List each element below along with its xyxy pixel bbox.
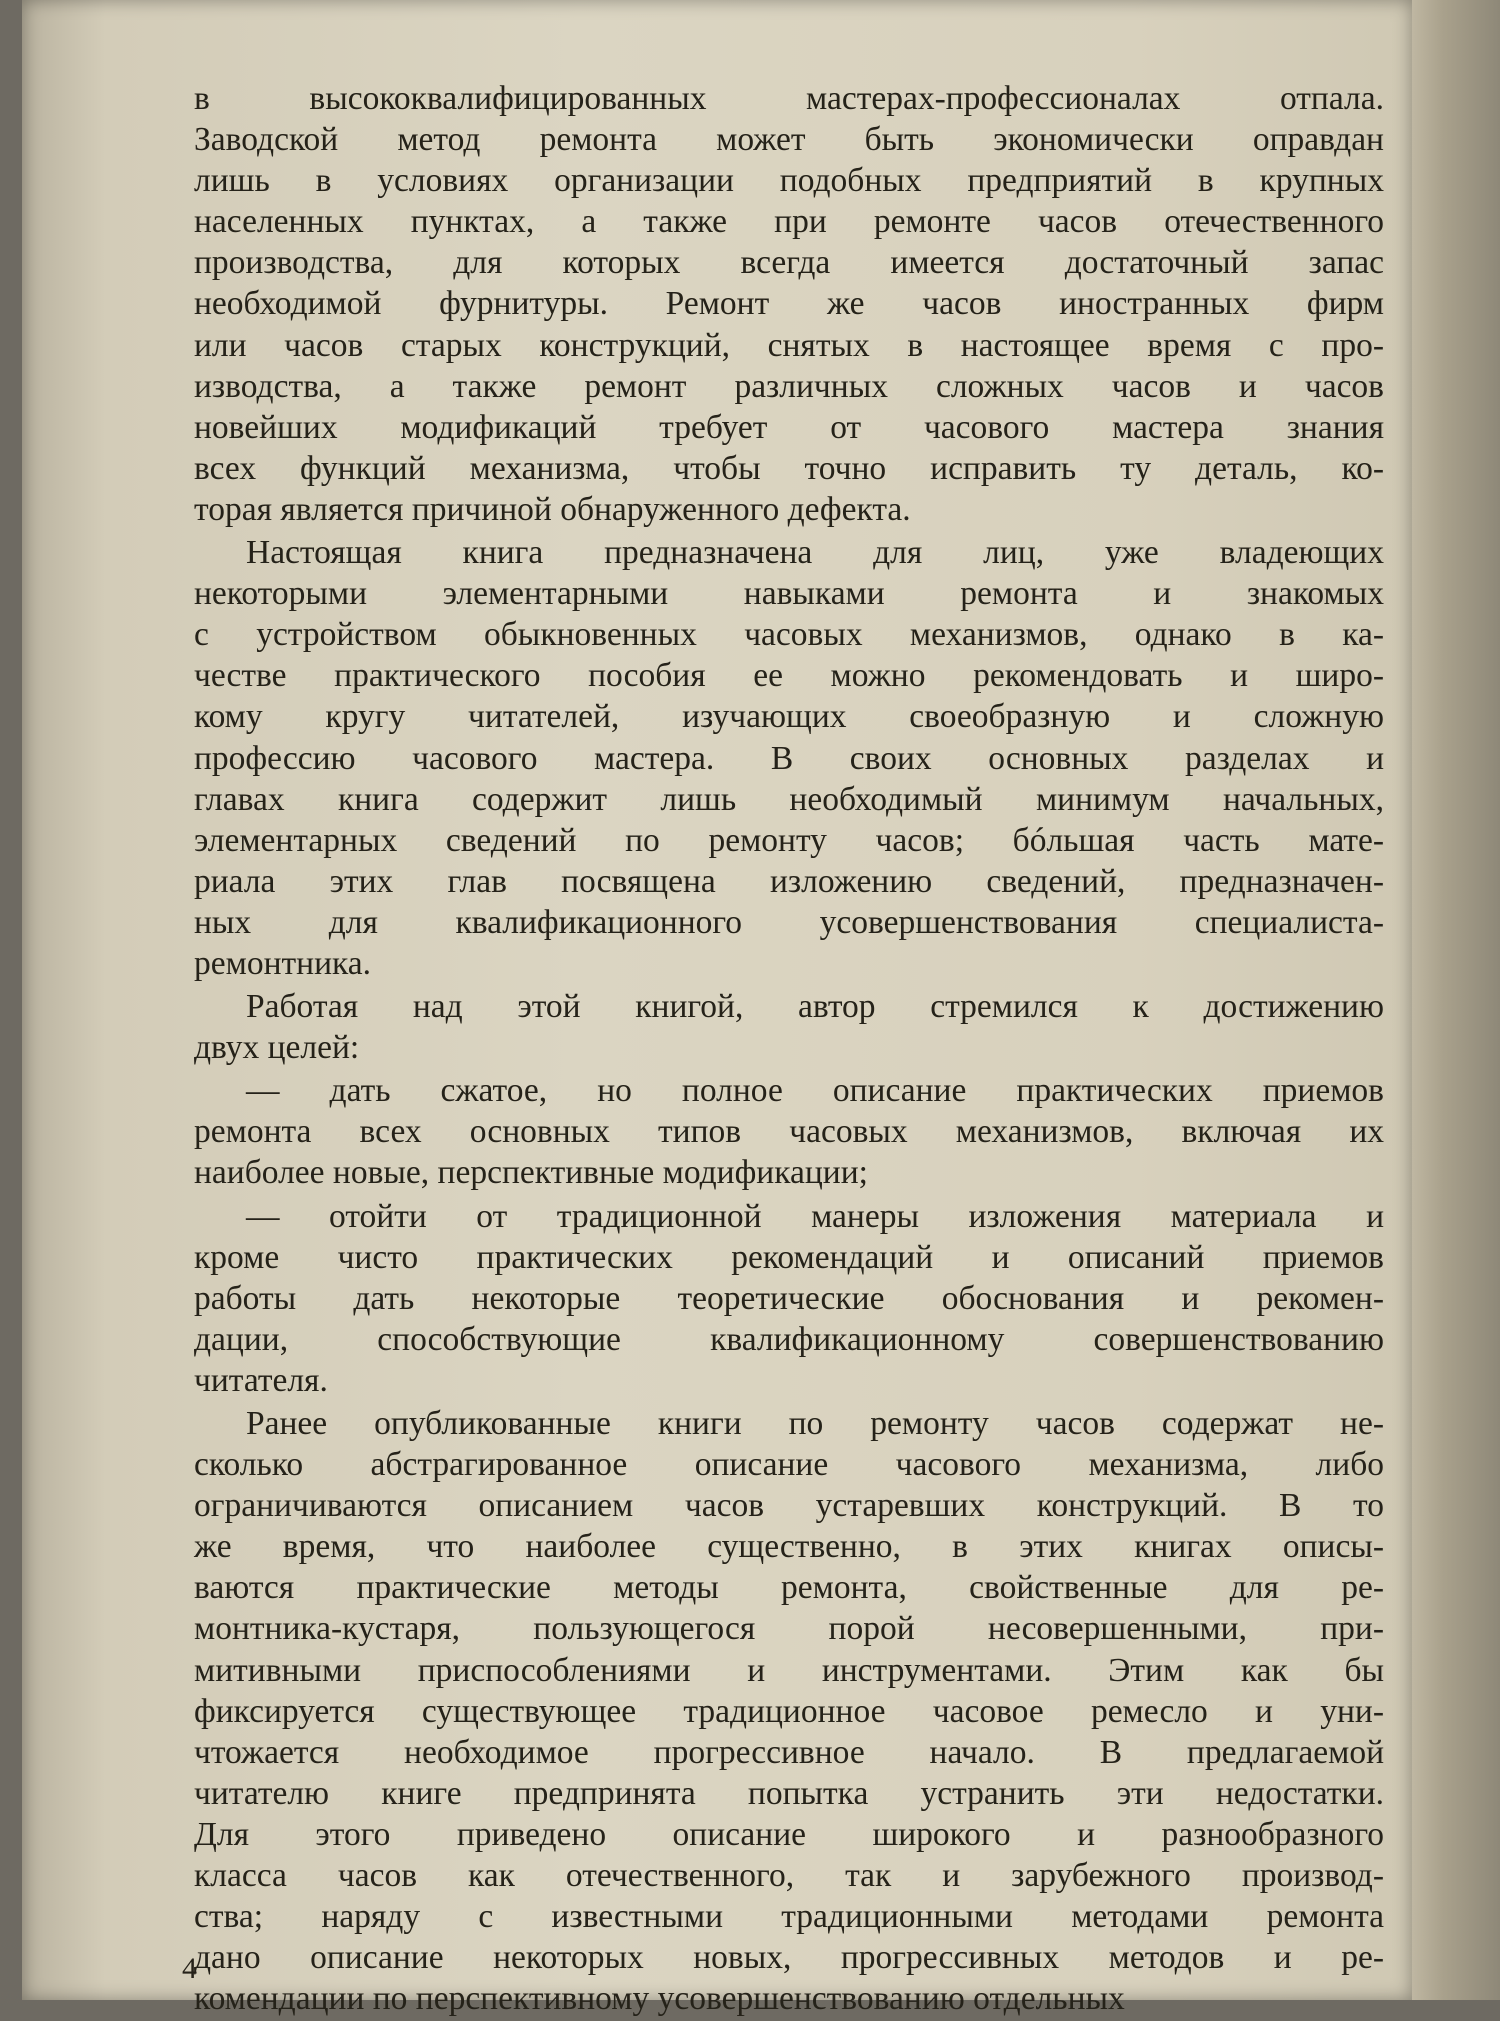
book-page — [22, 0, 1412, 2018]
text-line: фиксируется существующее традиционное часовое ремесло и уни- — [194, 1692, 1384, 1730]
text-line: ремонтника. — [194, 944, 372, 982]
text-line: класса часов как отечественного, так и зарубежного производ- — [194, 1857, 1384, 1895]
text-line: изводства, а также ремонт различных сложных часов и часов — [194, 367, 1384, 405]
text-line: необходимой фурнитуры. Ремонт же часов иностранных фирм — [194, 285, 1384, 323]
text-line: элементарных сведений по ремонту часов; бóльшая часть мате- — [194, 821, 1384, 859]
text-line: ремонта всех основных типов часовых механизмов, включая их — [194, 1113, 1384, 1151]
text-line: чтожается необходимое прогрессивное начало. В предлагаемой — [194, 1733, 1384, 1771]
text-line: ства; наряду с известными традиционными методами ремонта — [194, 1898, 1384, 1936]
text-line: дано описание некоторых новых, прогрессивных методов и ре- — [194, 1939, 1384, 1977]
text-line: сколько абстрагированное описание часового механизма, либо — [194, 1446, 1384, 1484]
text-line: митивными приспособлениями и инструментами. Этим как бы — [194, 1651, 1384, 1689]
text-line: кому кругу читателей, изучающих своеобразную и сложную — [194, 698, 1384, 736]
text-line: ограничиваются описанием часов устаревших конструкций. В то — [194, 1487, 1384, 1525]
text-line: риала этих глав посвящена изложению сведений, предназначен- — [194, 862, 1384, 900]
paragraph — [194, 1070, 1384, 1193]
text-line: некоторыми элементарными навыками ремонта и знакомых — [194, 575, 1384, 613]
text-line: дации, способствующие квалификационному совершенствованию — [194, 1320, 1384, 1358]
page-number: 4 — [182, 1952, 197, 1985]
body-text — [194, 78, 1384, 2021]
text-line: работы дать некоторые теоретические обоснования и рекомен- — [194, 1279, 1384, 1317]
paragraph — [194, 1196, 1384, 1401]
text-line: с устройством обыкновенных часовых механизмов, однако в ка- — [194, 616, 1384, 654]
text-line: производства, для которых всегда имеется достаточный запас — [194, 244, 1384, 282]
text-line: лишь в условиях организации подобных предприятий в крупных — [194, 162, 1384, 200]
text-line: — дать сжатое, но полное описание практических приемов — [246, 1072, 1384, 1110]
text-line: населенных пунктах, а также при ремонте часов отечественного — [194, 203, 1384, 241]
text-line: монтника-кустаря, пользующегося порой несовершенными, при- — [194, 1610, 1384, 1648]
text-line: Для этого приведено описание широкого и разнообразного — [194, 1815, 1384, 1853]
text-line: новейших модификаций требует от часового мастера знания — [194, 408, 1384, 446]
text-line: наиболее новые, перспективные модификации; — [194, 1154, 868, 1192]
text-line: в высококвалифицированных мастерах-профессионалах отпала. — [194, 80, 1384, 117]
text-line: честве практического пособия ее можно рекомендовать и широ- — [194, 657, 1384, 695]
book-page-edge — [1412, 0, 1500, 2000]
text-line: читателя. — [194, 1361, 328, 1399]
paragraph — [194, 1403, 1384, 2019]
paragraph — [194, 78, 1384, 530]
text-line: комендации по перспективному усовершенствованию отдельных — [194, 1980, 1125, 2018]
text-line: читателю книге предпринята попытка устранить эти недостатки. — [194, 1774, 1384, 1812]
text-line: двух целей: — [194, 1029, 360, 1067]
text-line: всех функций механизма, чтобы точно исправить ту деталь, ко- — [194, 449, 1384, 487]
text-line: ных для квалификационного усовершенствования специалиста- — [194, 903, 1384, 941]
text-line: главах книга содержит лишь необходимый минимум начальных, — [194, 780, 1384, 818]
text-line: или часов старых конструкций, снятых в настоящее время с про- — [194, 326, 1384, 364]
text-line: Заводской метод ремонта может быть экономически оправдан — [194, 121, 1384, 159]
paragraph — [194, 986, 1384, 1068]
text-line: же время, что наиболее существенно, в этих книгах описы- — [194, 1528, 1384, 1566]
text-line: кроме чисто практических рекомендаций и описаний приемов — [194, 1238, 1384, 1276]
text-line: Работая над этой книгой, автор стремился к достижению — [246, 988, 1384, 1026]
text-line: ваются практические методы ремонта, свойственные для ре- — [194, 1569, 1384, 1607]
text-line: торая является причиной обнаруженного дефекта. — [194, 490, 911, 528]
text-line: Ранее опубликованные книги по ремонту часов содержат не- — [246, 1405, 1384, 1442]
text-line: профессию часового мастера. В своих основных разделах и — [194, 739, 1384, 777]
text-line: Настоящая книга предназначена для лиц, уже владеющих — [246, 534, 1384, 572]
paragraph — [194, 532, 1384, 984]
text-line: — отойти от традиционной манеры изложения материала и — [246, 1197, 1384, 1235]
